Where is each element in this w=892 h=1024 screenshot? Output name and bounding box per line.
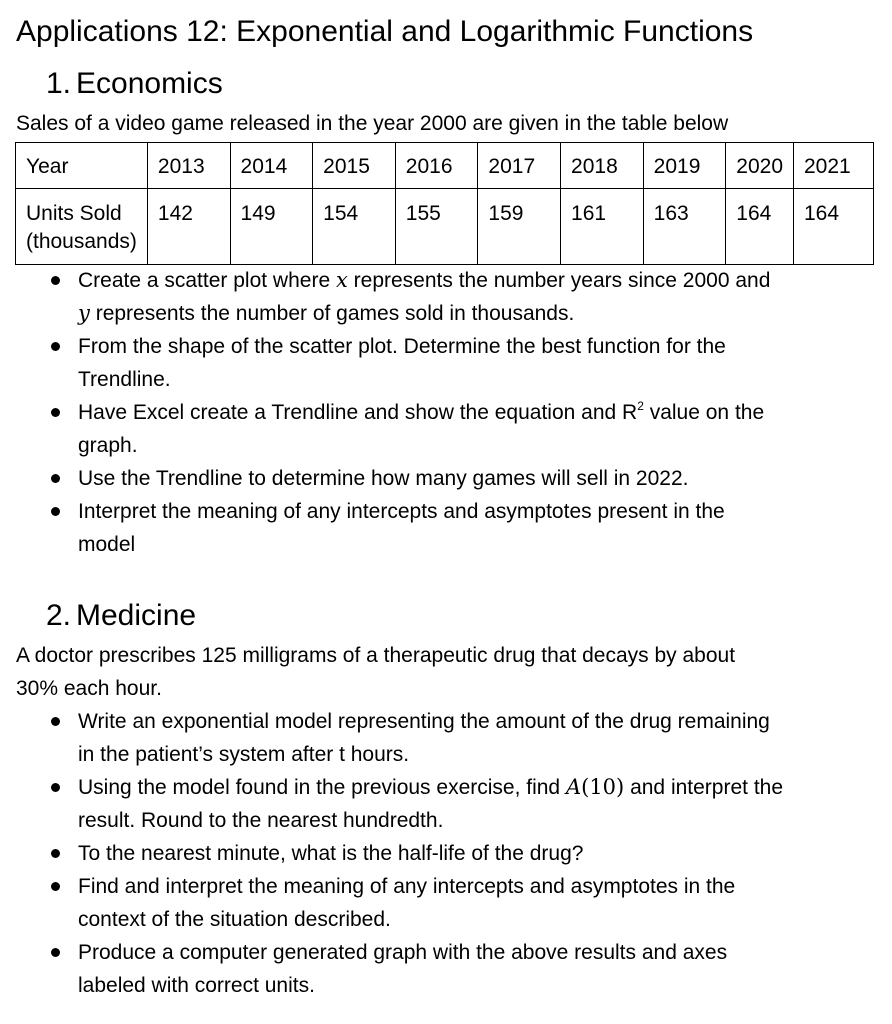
text-run: value on the xyxy=(643,401,765,424)
table-cell-year: 2017 xyxy=(478,143,561,189)
units-label-line1: Units Sold xyxy=(26,202,122,225)
list-item xyxy=(0,870,783,936)
table-row-label: Year xyxy=(16,143,148,189)
medicine-heading xyxy=(46,596,196,636)
table-cell-year: 2019 xyxy=(643,143,726,189)
table-cell-units: 163 xyxy=(643,189,726,265)
list-item xyxy=(0,495,770,561)
table-cell-units: 159 xyxy=(478,189,561,265)
text-run: 30% each hour. xyxy=(16,677,162,700)
economics-intro: Sales of a video game released in the year 2000 are given in the table below xyxy=(16,112,729,135)
economics-number: 1. xyxy=(46,67,72,100)
bullet-icon xyxy=(51,276,60,285)
bullet-icon xyxy=(51,342,60,351)
text-run: graph. xyxy=(78,434,138,457)
text-run: Find and interpret the meaning of any intercepts and asymptotes in the xyxy=(78,875,736,898)
math-argument: (10) xyxy=(581,775,625,799)
table-cell-year: 2021 xyxy=(794,143,874,189)
medicine-task-list xyxy=(0,705,783,1002)
table-cell-units: 161 xyxy=(561,189,644,265)
text-run: represents the number of games sold in thousands. xyxy=(89,302,575,325)
text-run: A doctor prescribes 125 milligrams of a therapeutic drug that decays by about xyxy=(16,644,736,667)
medicine-intro xyxy=(16,639,866,705)
list-item xyxy=(0,264,770,330)
math-function: A xyxy=(565,775,582,799)
text-run: Interpret the meaning of any intercepts and asymptotes present in the xyxy=(78,500,725,523)
medicine-heading-text: Medicine xyxy=(76,599,197,632)
math-variable: x xyxy=(335,268,348,292)
table-cell-units: 164 xyxy=(794,189,874,265)
list-item xyxy=(0,396,770,462)
sales-table xyxy=(15,142,874,265)
table-row-year xyxy=(16,143,874,189)
text-run: and interpret the xyxy=(624,776,784,799)
table-cell-units: 142 xyxy=(147,189,230,265)
text-run: Create a scatter plot where xyxy=(78,269,336,292)
bullet-icon xyxy=(51,408,60,417)
text-run: result. Round to the nearest hundredth. xyxy=(78,809,444,832)
text-run: model xyxy=(78,533,136,556)
text-run: Using the model found in the previous exercise, find xyxy=(78,776,566,799)
table-cell-year: 2020 xyxy=(726,143,794,189)
table-cell-units: 149 xyxy=(230,189,313,265)
text-run: labeled with correct units. xyxy=(78,974,315,997)
table-row-label xyxy=(16,189,148,265)
math-variable: y xyxy=(78,301,90,325)
table-cell-year: 2015 xyxy=(313,143,396,189)
table-cell-year: 2014 xyxy=(230,143,313,189)
list-item xyxy=(0,705,783,771)
text-run: context of the situation described. xyxy=(78,908,391,931)
text-run: in the patient’s system after t hours. xyxy=(78,743,410,766)
superscript: 2 xyxy=(637,399,644,413)
document-title: Applications 12: Exponential and Logarithmic Functions xyxy=(16,15,754,48)
bullet-icon xyxy=(51,507,60,516)
text-run: From the shape of the scatter plot. Determine the best function for the xyxy=(78,335,726,358)
text-run: Have Excel create a Trendline and show the equation and R xyxy=(78,401,638,424)
bullet-icon xyxy=(51,783,60,792)
text-run: Write an exponential model representing the amount of the drug remaining xyxy=(78,710,770,733)
text-run: Produce a computer generated graph with the above results and axes xyxy=(78,941,728,964)
table-cell-units: 154 xyxy=(313,189,396,265)
bullet-icon xyxy=(51,474,60,483)
economics-heading xyxy=(46,64,223,104)
bullet-icon xyxy=(51,717,60,726)
text-run: Trendline. xyxy=(78,368,171,391)
medicine-number: 2. xyxy=(46,599,72,632)
table-cell-year: 2016 xyxy=(395,143,478,189)
list-item xyxy=(0,936,783,1002)
units-label-line2: (thousands) xyxy=(26,230,137,253)
list-item xyxy=(0,837,783,870)
economics-heading-text: Economics xyxy=(76,67,223,100)
list-item xyxy=(0,771,783,837)
text-run: represents the number years since 2000 and xyxy=(347,269,771,292)
bullet-icon xyxy=(51,849,60,858)
list-item xyxy=(0,462,770,495)
text-run: Use the Trendline to determine how many games will sell in 2022. xyxy=(78,467,689,490)
table-cell-units: 155 xyxy=(395,189,478,265)
list-item xyxy=(0,330,770,396)
bullet-icon xyxy=(51,948,60,957)
table-cell-units: 164 xyxy=(726,189,794,265)
table-cell-year: 2013 xyxy=(147,143,230,189)
text-run: To the nearest minute, what is the half-life of the drug? xyxy=(78,842,584,865)
bullet-icon xyxy=(51,882,60,891)
economics-task-list xyxy=(0,264,770,561)
table-row-units xyxy=(16,189,874,265)
table-cell-year: 2018 xyxy=(561,143,644,189)
